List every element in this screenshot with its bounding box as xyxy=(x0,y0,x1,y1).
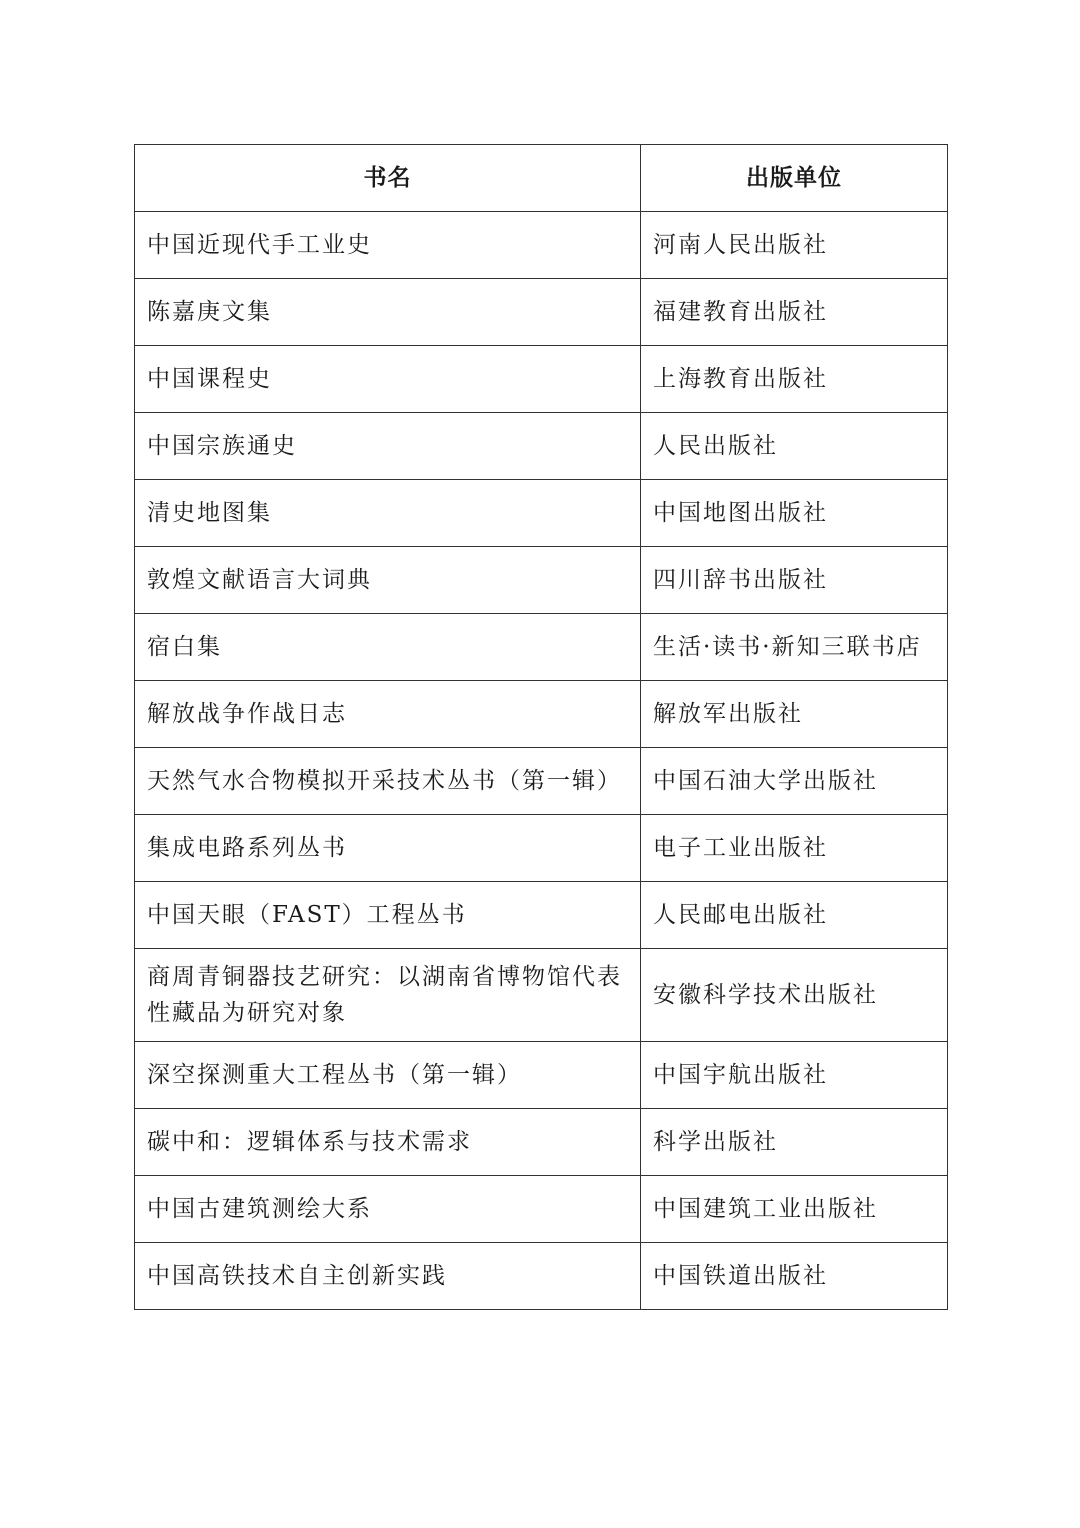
table-row xyxy=(135,346,948,413)
table-row xyxy=(135,547,948,614)
table-row xyxy=(135,1243,948,1310)
publisher-cell: 人民出版社 xyxy=(641,413,948,480)
table-row xyxy=(135,279,948,346)
publisher-cell: 解放军出版社 xyxy=(641,681,948,748)
book-title-cell: 碳中和：逻辑体系与技术需求 xyxy=(135,1109,641,1176)
table-row xyxy=(135,882,948,949)
publisher-cell: 中国铁道出版社 xyxy=(641,1243,948,1310)
book-title-cell: 解放战争作战日志 xyxy=(135,681,641,748)
book-publisher-table xyxy=(134,144,948,1310)
header-publisher: 出版单位 xyxy=(641,145,948,212)
table-row xyxy=(135,949,948,1042)
book-title-cell: 商周青铜器技艺研究：以湖南省博物馆代表性藏品为研究对象 xyxy=(135,949,641,1042)
book-title-cell: 中国古建筑测绘大系 xyxy=(135,1176,641,1243)
publisher-cell: 人民邮电出版社 xyxy=(641,882,948,949)
table-row xyxy=(135,413,948,480)
book-title-cell: 天然气水合物模拟开采技术丛书（第一辑） xyxy=(135,748,641,815)
publisher-cell: 中国宇航出版社 xyxy=(641,1042,948,1109)
publisher-cell: 河南人民出版社 xyxy=(641,212,948,279)
header-book-title: 书名 xyxy=(135,145,641,212)
book-title-cell: 中国天眼（FAST）工程丛书 xyxy=(135,882,641,949)
table-row xyxy=(135,681,948,748)
table-row xyxy=(135,1042,948,1109)
publisher-cell: 上海教育出版社 xyxy=(641,346,948,413)
publisher-cell: 中国地图出版社 xyxy=(641,480,948,547)
publisher-cell: 中国建筑工业出版社 xyxy=(641,1176,948,1243)
publisher-cell: 安徽科学技术出版社 xyxy=(641,949,948,1042)
book-title-cell: 中国课程史 xyxy=(135,346,641,413)
book-title-cell: 中国高铁技术自主创新实践 xyxy=(135,1243,641,1310)
publisher-cell: 电子工业出版社 xyxy=(641,815,948,882)
table-row xyxy=(135,480,948,547)
book-title-cell: 深空探测重大工程丛书（第一辑） xyxy=(135,1042,641,1109)
publisher-cell: 中国石油大学出版社 xyxy=(641,748,948,815)
table-row xyxy=(135,614,948,681)
table-row xyxy=(135,815,948,882)
publisher-cell: 四川辞书出版社 xyxy=(641,547,948,614)
publisher-cell: 福建教育出版社 xyxy=(641,279,948,346)
book-title-cell: 集成电路系列丛书 xyxy=(135,815,641,882)
book-title-cell: 宿白集 xyxy=(135,614,641,681)
publisher-cell: 科学出版社 xyxy=(641,1109,948,1176)
table-header-row xyxy=(135,145,948,212)
table-row xyxy=(135,1176,948,1243)
book-title-cell: 陈嘉庚文集 xyxy=(135,279,641,346)
publisher-cell: 生活·读书·新知三联书店 xyxy=(641,614,948,681)
table-row xyxy=(135,212,948,279)
book-title-cell: 中国宗族通史 xyxy=(135,413,641,480)
table-row xyxy=(135,748,948,815)
book-title-cell: 敦煌文献语言大词典 xyxy=(135,547,641,614)
book-title-cell: 中国近现代手工业史 xyxy=(135,212,641,279)
table-row xyxy=(135,1109,948,1176)
book-title-cell: 清史地图集 xyxy=(135,480,641,547)
